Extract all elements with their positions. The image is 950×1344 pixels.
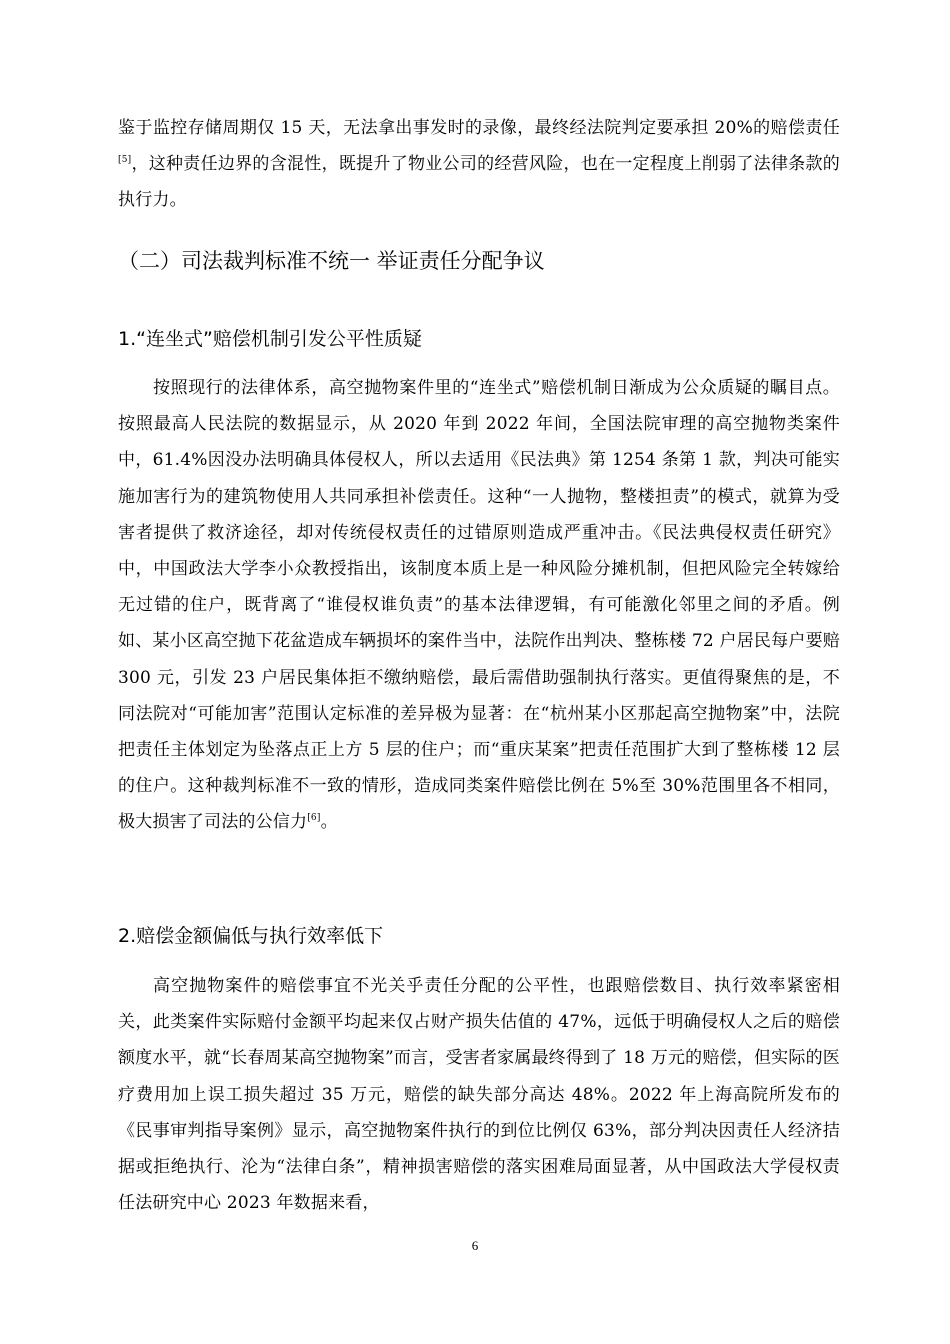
- paragraph-text-tail: ，这种责任边界的含混性，既提升了物业公司的经营风险，也在一定程度上削弱了法律条款的执行力。: [118, 154, 840, 211]
- paragraph-body-1: [118, 370, 840, 841]
- paragraph-text: 高空抛物案件的赔偿事宜不光关乎责任分配的公平性，也跟赔偿数目、执行效率紧密相关，此类案件实际赔付金额平均起来仅占财产损失估值的 47%，远低于明确侵权人之后的赔偿额度水平，就“长春周某高空抛物案”而言，受害者家属最终得到了 18 万元的赔偿，但实际的医疗费用加上误工损失超过 35 万元，赔偿的缺失部分高达 48%。2022 年上海高院所发布的《民事审判指导案例》显示，高空抛物案件执行的到位比例仅 63%，部分判决因责任人经济拮据或拒绝执行、沦为“法律白条”，精神损害赔偿的落实困难局面显著，从中国政法大学侵权责任法研究中心 2023 年数据来看，: [118, 976, 840, 1214]
- paragraph-text-tail: 。: [320, 812, 338, 833]
- page-number: 6: [471, 1238, 479, 1253]
- section-heading: （二）司法裁判标准不统一 举证责任分配争议: [118, 249, 545, 273]
- subsection-heading-1: 1.“连坐式”赔偿机制引发公平性质疑: [118, 328, 422, 350]
- paragraph-body-2: [118, 968, 840, 1221]
- paragraph-continuation: [118, 110, 840, 219]
- citation-ref: [6]: [307, 813, 321, 824]
- paragraph-text: 按照现行的法律体系，高空抛物案件里的“连坐式”赔偿机制日渐成为公众质疑的瞩目点。按照最高人民法院的数据显示，从 2020 年到 2022 年间，全国法院审理的高空抛物类案件中，61.4%因没办法明确具体侵权人，所以去适用《民法典》第 1254 条第 1 款，判决可能实施加害行为的建筑物使用人共同承担补偿责任。这种“一人抛物，整楼担责”的模式，就算为受害者提供了救济途径，却对传统侵权责任的过错原则造成严重冲击。《民法典侵权责任研究》中，中国政法大学李小众教授指出，该制度本质上是一种风险分摊机制，但把风险完全转嫁给无过错的住户，既背离了“谁侵权谁负责”的基本法律逻辑，有可能激化邻里之间的矛盾。例如、某小区高空抛下花盆造成车辆损坏的案件当中，法院作出判决、整栋楼 72 户居民每户要赔 300 元，引发 23 户居民集体拒不缴纳赔偿，最后需借助强制执行落实。更值得聚焦的是，不同法院对“可能加害”范围认定标准的差异极为显著：在“杭州某小区那起高空抛物案”中，法院把责任主体划定为坠落点正上方 5 层的住户；而“重庆某案”把责任范围扩大到了整栋楼 12 层的住户。这种裁判标准不一致的情形，造成同类案件赔偿比例在 5%至 30%范围里各不相同，极大损害了司法的公信力: [118, 378, 840, 833]
- paragraph-text: 鉴于监控存储周期仅 15 天，无法拿出事发时的录像，最终经法院判定要承担 20%的赔偿责任: [118, 118, 840, 138]
- subsection-heading-2: 2.赔偿金额偏低与执行效率低下: [118, 925, 384, 947]
- citation-ref: [5]: [118, 155, 132, 166]
